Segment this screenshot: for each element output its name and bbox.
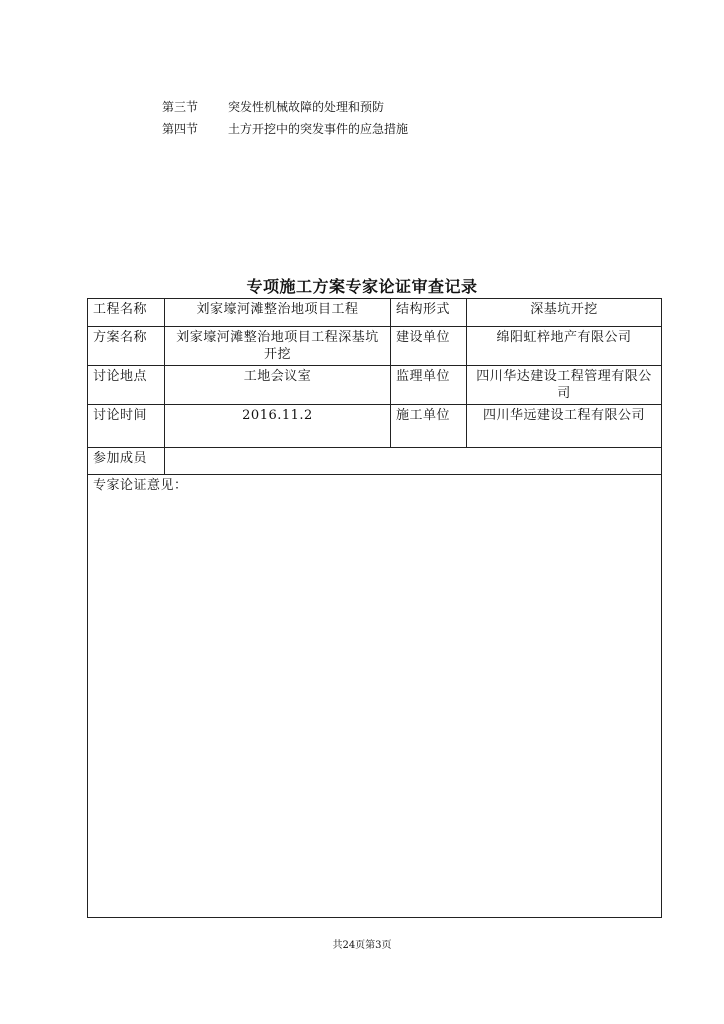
supervisor-label: 监理单位 (391, 366, 467, 405)
structure-label: 结构形式 (391, 299, 467, 327)
document-title: 专项施工方案专家论证审查记录 (246, 277, 478, 296)
structure-value: 深基坑开挖 (467, 299, 662, 327)
time-label: 讨论时间 (88, 405, 165, 448)
contractor-value: 四川华远建设工程有限公司 (467, 405, 662, 448)
toc-item (162, 118, 408, 140)
members-value (165, 448, 662, 475)
builder-label: 建设单位 (391, 327, 467, 366)
review-record-table (87, 298, 662, 918)
table-row (88, 448, 662, 475)
toc-section-title: 突发性机械故障的处理和预防 (228, 100, 385, 114)
location-value: 工地会议室 (165, 366, 391, 405)
page-footer: 共24页第3页 (332, 940, 392, 951)
table-row (88, 475, 662, 918)
toc-section-title: 土方开挖中的突发事件的应急措施 (228, 122, 409, 136)
table-row (88, 405, 662, 448)
builder-value: 绵阳虹梓地产有限公司 (467, 327, 662, 366)
table-of-contents (162, 96, 408, 140)
plan-name-value: 刘家壕河滩整治地项目工程深基坑开挖 (165, 327, 391, 366)
toc-section-number: 第四节 (162, 122, 199, 136)
project-name-value: 刘家壕河滩整治地项目工程 (165, 299, 391, 327)
table-row (88, 366, 662, 405)
toc-item (162, 96, 408, 118)
project-name-label: 工程名称 (88, 299, 165, 327)
supervisor-value: 四川华达建设工程管理有限公司 (467, 366, 662, 405)
toc-section-number: 第三节 (162, 100, 199, 114)
plan-name-label: 方案名称 (88, 327, 165, 366)
location-label: 讨论地点 (88, 366, 165, 405)
expert-opinion-field: 专家论证意见： (88, 475, 662, 918)
table-row (88, 327, 662, 366)
time-value: 2016.11.2 (165, 405, 391, 448)
contractor-label: 施工单位 (391, 405, 467, 448)
table-row (88, 299, 662, 327)
members-label: 参加成员 (88, 448, 165, 475)
